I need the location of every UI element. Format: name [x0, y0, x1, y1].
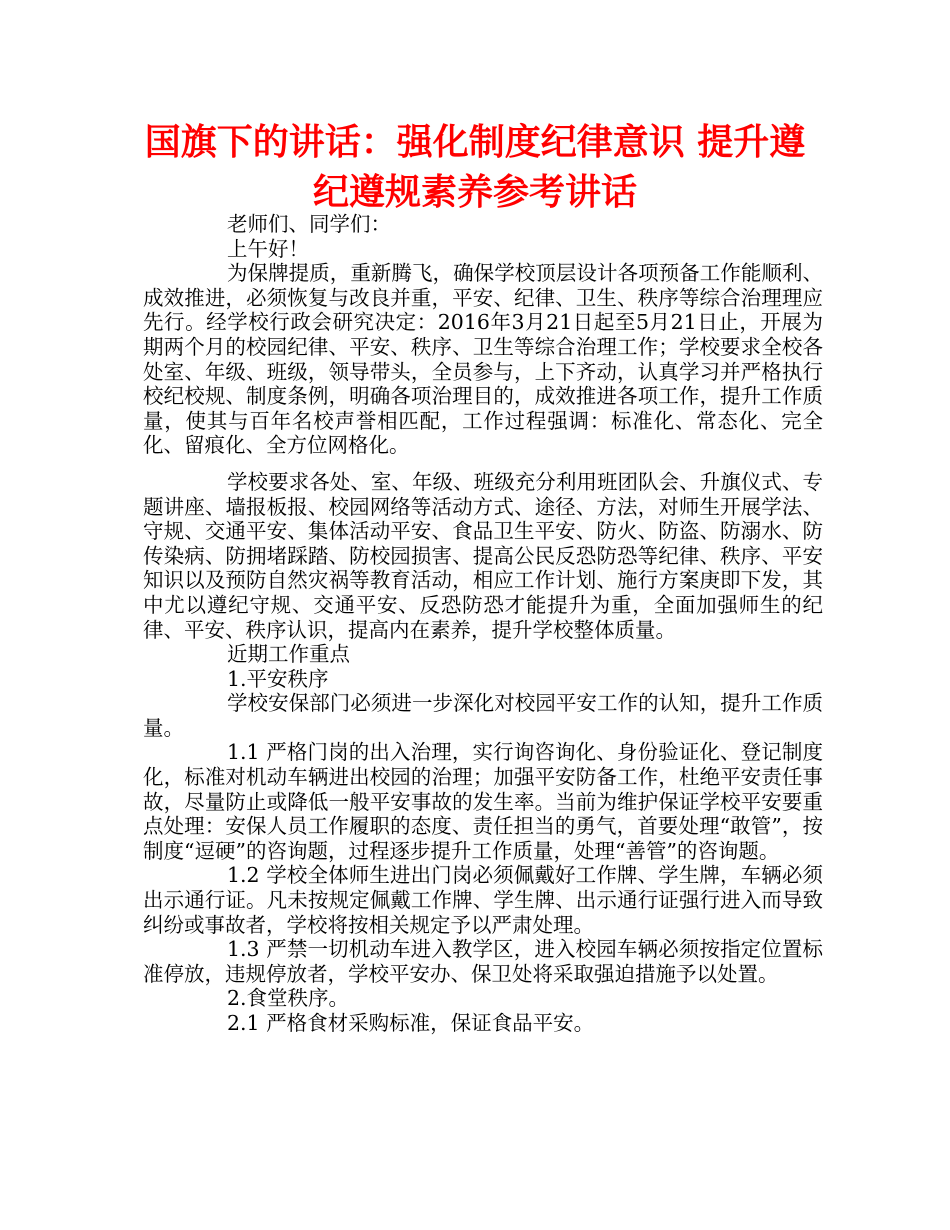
paragraph-1-1: 1.1 严格门岗的出入治理，实行询咨询化、身份验证化、登记制度化，标准对机动车辆进出校园的治理；加强平安防备工作，杜绝平安责任事故，尽量防止或降低一般平安事故的发生率。当前为维护保证学校平安要重点处理：安保人员工作履职的态度、责任担当的勇气，首要处理“敢管”，按制度“逗硬”的咨询题，过程逐步提升工作质量，处理“善管”的咨询题。	[143, 740, 823, 863]
paragraph-1-3: 1.3 严禁一切机动车进入教学区，进入校园车辆必须按指定位置标准停放，违规停放者，学校平安办、保卫处将采取强迫措施予以处置。	[143, 937, 823, 986]
paragraph-2-1: 2.1 严格食材采购标准，保证食品平安。	[227, 1011, 595, 1035]
salutation: 老师们、同学们：	[227, 212, 391, 236]
section-heading-safety: 1.平安秩序	[227, 666, 329, 691]
greeting: 上午好！	[227, 236, 309, 261]
section-heading-priorities: 近期工作重点	[227, 642, 350, 667]
section-heading-canteen: 2.食堂秩序。	[227, 986, 350, 1011]
paragraph-requirements: 学校要求各处、室、年级、班级充分利用班团队会、升旗仪式、专题讲座、墙报板报、校园网络等活动方式、途径、方法，对师生开展学法、守规、交通平安、集体活动平安、食品卫生平安、防火、防盗、防溺水、防传染病、防拥堵踩踏、防校园损害、提高公民反恐防恐等纪律、秩序、平安知识以及预防自然灾祸等教育活动，相应工作计划、施行方案庚即下发，其中尤以遵纪守规、交通平安、反恐防恐才能提升为重，全面加强师生的纪律、平安、秩序认识，提高内在素养，提升学校整体质量。	[143, 469, 823, 642]
paragraph-1-2: 1.2 学校全体师生进出门岗必须佩戴好工作牌、学生牌，车辆必须出示通行证。凡未按规定佩戴工作牌、学生牌、出示通行证强行进入而导致纠纷或事故者，学校将按相关规定予以严肃处理。	[143, 863, 823, 937]
document-body	[143, 212, 823, 1036]
paragraph-intro: 为保牌提质，重新腾飞，确保学校顶层设计各项预备工作能顺利、成效推进，必须恢复与改良并重，平安、纪律、卫生、秩序等综合治理理应先行。经学校行政会研究决定：2016年3月21日起至5月21日止，开展为期两个月的校园纪律、平安、秩序、卫生等综合治理工作；学校要求全校各处室、年级、班级，领导带头，全员参与，上下齐动，认真学习并严格执行校纪校规、制度条例，明确各项治理目的，成效推进各项工作，提升工作质量，使其与百年名校声誉相匹配，工作过程强调：标准化、常态化、完全化、留痕化、全方位网格化。	[143, 261, 823, 458]
paragraph-safety: 学校安保部门必须进一步深化对校园平安工作的认知，提升工作质量。	[143, 691, 823, 740]
document-title: 国旗下的讲话：强化制度纪律意识 提升遵纪遵规素养参考讲话	[144, 122, 806, 213]
